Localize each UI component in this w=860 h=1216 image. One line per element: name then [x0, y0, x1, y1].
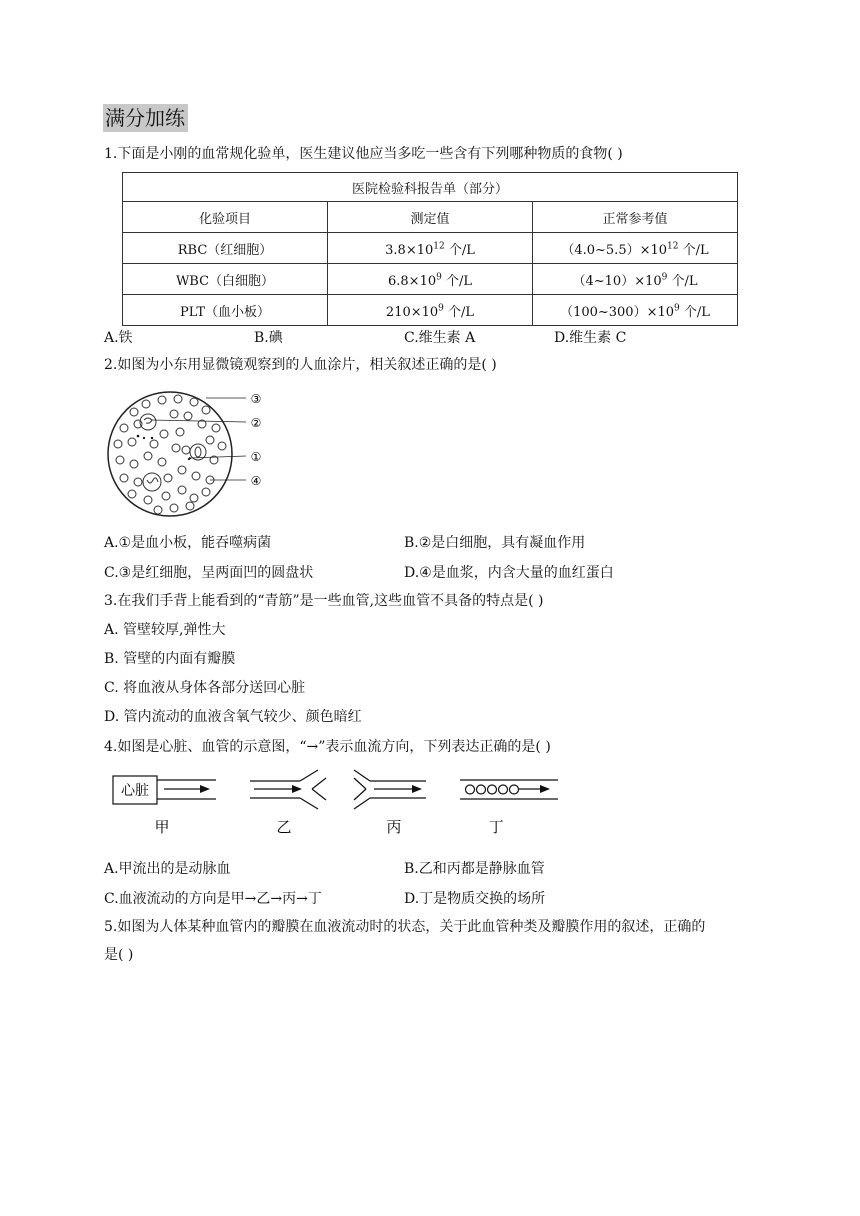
table-row	[123, 295, 738, 326]
table-row	[123, 264, 738, 295]
q3-option-c: C. 将血液从身体各部分送回心脏	[104, 680, 306, 696]
label-3: ③	[250, 392, 262, 406]
label-2: ②	[250, 416, 262, 430]
q1-option-a: A.铁	[104, 330, 133, 346]
q1-stem: 1.下面是小刚的血常规化验单，医生建议他应当多吃一些含有下列哪种物质的食物( )	[104, 146, 623, 162]
label-4: ④	[250, 474, 262, 488]
q2-option-c: C.③是红细胞，呈两面凹的圆盘状	[104, 565, 314, 581]
label-1: ①	[250, 450, 262, 464]
table-header: 化验项目	[123, 202, 328, 233]
table-header-row	[123, 202, 738, 233]
table-cell-item: RBC（红细胞）	[123, 233, 328, 264]
q3-option-b: B. 管壁的内面有瓣膜	[104, 651, 236, 667]
q3-option-a: A. 管壁较厚,弹性大	[104, 622, 226, 638]
table-cell-item: WBC（白细胞）	[123, 264, 328, 295]
table-cell-reference: $(100\sim 300)\times 10^9$ 个/L	[533, 295, 738, 326]
table-cell-value: $6.8\times 10^9$ 个/L	[328, 264, 533, 295]
q4-option-a: A.甲流出的是动脉血	[104, 861, 231, 877]
table-header: 正常参考值	[533, 202, 738, 233]
table-caption: 医院检验科报告单（部分）	[123, 173, 738, 202]
q2-option-d: D.④是血浆，内含大量的血红蛋白	[404, 565, 614, 581]
q3-option-d: D. 管内流动的血液含氧气较少、颜色暗红	[104, 709, 362, 725]
q5-stem-line1: 5.如图为人体某种血管内的瓣膜在血液流动时的状态，关于此血管种类及瓣膜作用的叙述，正确的	[104, 919, 706, 935]
table-cell-value: $3.8\times 10^{12}$ 个/L	[328, 233, 533, 264]
table-header: 测定值	[328, 202, 533, 233]
table-cell-item: PLT（血小板）	[123, 295, 328, 326]
q2-stem: 2.如图为小东用显微镜观察到的人血涂片，相关叙述正确的是( )	[104, 357, 497, 373]
heart-label: 心脏	[121, 783, 149, 799]
q4-option-b: B.乙和丙都是静脉血管	[404, 861, 545, 877]
table-cell-reference: $(4\sim 10)\times 10^9$ 个/L	[533, 264, 738, 295]
table-cell-reference: $(4.0\sim 5.5)\times 10^{12}$ 个/L	[533, 233, 738, 264]
q3-stem: 3.在我们手背上能看到的“青筋”是一些血管,这些血管不具备的特点是( )	[104, 593, 544, 609]
q2-option-a: A.①是血小板，能吞噬病菌	[104, 535, 272, 551]
q4-stem: 4.如图是心脏、血管的示意图，“→”表示血流方向，下列表达正确的是( )	[104, 739, 551, 755]
lab-report-table	[122, 172, 738, 326]
q1-option-b: B.碘	[254, 330, 283, 346]
q1-option-c: C.维生素 A	[404, 330, 476, 346]
q4-option-d: D.丁是物质交换的场所	[404, 891, 546, 907]
table-row	[123, 233, 738, 264]
section-title: 满分加练	[103, 104, 188, 132]
label-jia: 甲	[154, 818, 170, 836]
blood-smear-figure	[104, 384, 274, 524]
label-ding: 丁	[488, 818, 504, 836]
q5-stem-line2: 是( )	[104, 947, 134, 963]
heart-vessel-figure	[104, 768, 574, 840]
table-cell-value: $210\times 10^9$ 个/L	[328, 295, 533, 326]
q2-option-b: B.②是白细胞，具有凝血作用	[404, 535, 586, 551]
q1-option-d: D.维生素 C	[554, 330, 627, 346]
label-bing: 丙	[386, 818, 402, 836]
q4-option-c: C.血液流动的方向是甲→乙→丙→丁	[104, 891, 322, 907]
label-yi: 乙	[276, 818, 292, 836]
